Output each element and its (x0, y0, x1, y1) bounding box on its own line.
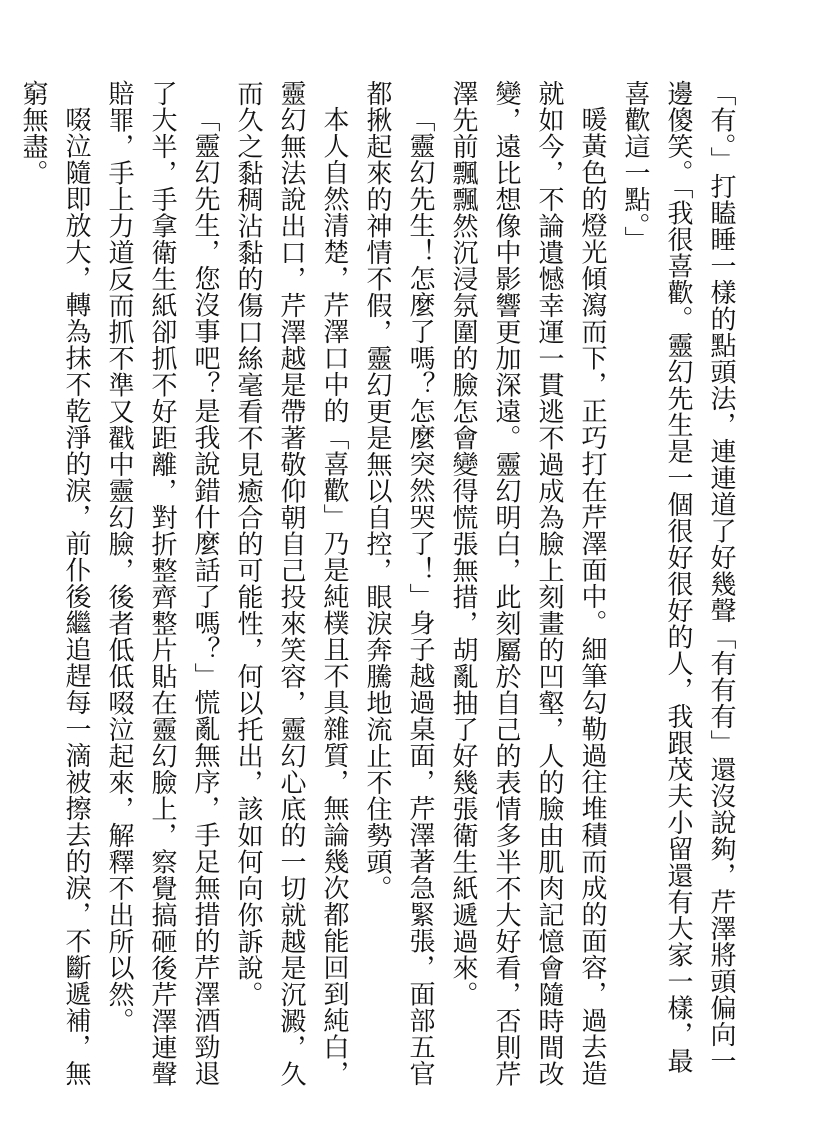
paragraph-6: 啜泣隨即放大，轉為抹不乾淨的淚，前仆後繼追趕每一滴被擦去的淚，不斷遞補，無窮無盡。 (18, 80, 91, 1087)
paragraph-1: 「有。」打瞌睡一樣的點頭法，連連道了好幾聲「有有有」還沒說夠，芹澤將頭偏向一邊傻笑。「我很喜歡。靈幻先生是一個很好很好的人，我跟茂夫小留還有大家一樣，最喜歡這一點。」 (620, 80, 736, 1074)
paragraph-5: 「靈幻先生，您沒事吧？是我說錯什麼話了嗎？」慌亂無序，手足無措的芹澤酒勁退了大半，手拿衛生紙卻抓不好距離，對折整齊整片貼在靈幻臉上，察覺搞砸後芹澤連聲賠罪，手上力道反而抓不準又戳中靈幻臉，後者低低啜泣起來，解釋不出所以然。 (104, 80, 220, 1087)
paragraph-2: 暖黃色的燈光傾瀉而下，正巧打在芹澤面中。細筆勾勒過往堆積而成的面容，過去造就如今，不論遺憾幸運一貫逃不過成為臉上刻畫的凹壑，人的臉由肌肉記憶會隨時間改變，遠比想像中影響更加深遠。靈幻明白，此刻屬於自己的表情多半不大好看，否則芹澤先前飄飄然沉浸氛圍的臉怎會變得慌張無措，胡亂抽了好幾張衛生紙遞過來。 (448, 80, 607, 1087)
vertical-text-body (18, 80, 742, 1100)
paragraph-3: 「靈幻先生！怎麼了嗎？怎麼突然哭了！」身子越過桌面，芹澤著急緊張，面部五官都揪起來的神情不假，靈幻更是無以自控，眼淚奔騰地流止不住勢頭。 (362, 80, 435, 1087)
paragraph-4: 本人自然清楚，芹澤口中的「喜歡」乃是純樸且不具雜質，無論幾次都能回到純白，靈幻無法說出口，芹澤越是帶著敬仰朝自己投來笑容，靈幻心底的一切就越是沉澱，久而久之黏稠沾黏的傷口絲毫看不見癒合的可能性，何以托出，該如何向你訴說。 (233, 80, 349, 1087)
